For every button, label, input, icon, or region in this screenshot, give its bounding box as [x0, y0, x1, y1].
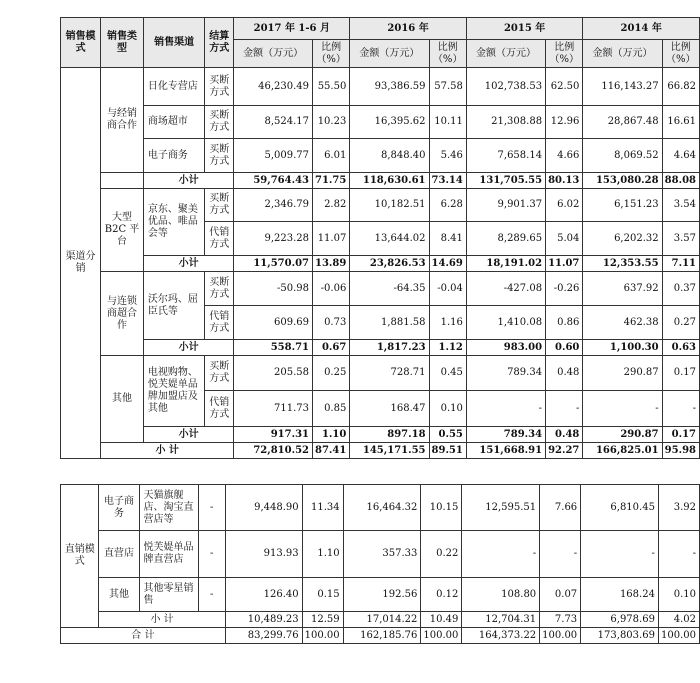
settle-label: 买断方式: [205, 189, 234, 222]
value-cell: 16,395.62: [350, 106, 429, 139]
value-cell: 5,009.77: [234, 139, 313, 173]
subtotal-cell: 153,080.28: [583, 173, 662, 189]
subtotal-cell: 88.08: [662, 173, 699, 189]
value-cell: 66.82: [662, 68, 699, 106]
value-cell: 3.54: [662, 189, 699, 222]
value-cell: 16,464.32: [343, 485, 421, 531]
value-cell: -: [540, 531, 581, 578]
grand-total-cell: 164,373.22: [462, 628, 540, 644]
blank-cell: [101, 173, 144, 189]
subtotal-cell: 7.73: [540, 612, 581, 628]
value-cell: -64.35: [350, 272, 429, 306]
settle-label: -: [198, 578, 225, 612]
value-cell: 10.15: [421, 485, 462, 531]
subtotal-cell: 17,014.22: [343, 612, 421, 628]
value-cell: 0.10: [429, 391, 466, 427]
total-cell: 151,668.91: [466, 443, 545, 459]
value-cell: 2,346.79: [234, 189, 313, 222]
grand-total-cell: 100.00: [540, 628, 581, 644]
value-cell: 609.69: [234, 306, 313, 340]
grand-total-cell: 83,299.76: [225, 628, 302, 644]
value-cell: 6,151.23: [583, 189, 662, 222]
header-ratio: 比例（%）: [429, 40, 466, 68]
value-cell: 8,848.40: [350, 139, 429, 173]
subtotal-cell: 23,826.53: [350, 256, 429, 272]
type-label: 与经销商合作: [101, 68, 144, 173]
value-cell: 0.12: [421, 578, 462, 612]
value-cell: -: [581, 531, 659, 578]
value-cell: 7.66: [540, 485, 581, 531]
channel-label: 京东、聚美优品、唯品会等: [143, 189, 204, 256]
subtotal-cell: 789.34: [466, 427, 545, 443]
settle-label: 代销方式: [205, 306, 234, 340]
value-cell: 7,658.14: [466, 139, 545, 173]
channel-label: 商场超市: [143, 106, 204, 139]
distribution-total-label: 小 计: [101, 443, 234, 459]
channel-label: 天猫旗舰店、淘宝直营店等: [139, 485, 198, 531]
value-cell: 0.10: [658, 578, 699, 612]
grand-total-cell: 100.00: [302, 628, 343, 644]
value-cell: 116,143.27: [583, 68, 662, 106]
header-period: 2015 年: [466, 18, 583, 40]
type-label: 其他: [99, 578, 139, 612]
value-cell: 290.87: [583, 356, 662, 391]
value-cell: 46,230.49: [234, 68, 313, 106]
value-cell: 21,308.88: [466, 106, 545, 139]
value-cell: 57.58: [429, 68, 466, 106]
value-cell: -0.04: [429, 272, 466, 306]
channel-label: 电子商务: [143, 139, 204, 173]
settle-label: 买断方式: [205, 272, 234, 306]
settle-label: 代销方式: [205, 391, 234, 427]
value-cell: 12.96: [546, 106, 583, 139]
grand-total-cell: 100.00: [421, 628, 462, 644]
value-cell: 4.66: [546, 139, 583, 173]
total-cell: 92.27: [546, 443, 583, 459]
value-cell: 462.38: [583, 306, 662, 340]
subtotal-label: 小计: [143, 427, 233, 443]
value-cell: 0.73: [313, 306, 350, 340]
value-cell: -: [658, 531, 699, 578]
value-cell: 168.24: [581, 578, 659, 612]
subtotal-cell: 0.55: [429, 427, 466, 443]
value-cell: 8,524.17: [234, 106, 313, 139]
type-label: 与连锁商超合作: [101, 272, 144, 356]
type-label: 大型 B2C 平台: [101, 189, 144, 272]
value-cell: 9,448.90: [225, 485, 302, 531]
subtotal-cell: 11,570.07: [234, 256, 313, 272]
value-cell: 0.22: [421, 531, 462, 578]
subtotal-cell: 1,817.23: [350, 340, 429, 356]
value-cell: -: [546, 391, 583, 427]
value-cell: 205.58: [234, 356, 313, 391]
total-cell: 87.41: [313, 443, 350, 459]
subtotal-cell: 18,191.02: [466, 256, 545, 272]
value-cell: 93,386.59: [350, 68, 429, 106]
value-cell: 8.41: [429, 222, 466, 256]
value-cell: 6.28: [429, 189, 466, 222]
settle-label: -: [198, 531, 225, 578]
subtotal-label: 小计: [143, 340, 233, 356]
subtotal-label: 小计: [143, 173, 233, 189]
value-cell: -0.26: [546, 272, 583, 306]
value-cell: 8,069.52: [583, 139, 662, 173]
value-cell: 62.50: [546, 68, 583, 106]
header-period: 2014 年: [583, 18, 700, 40]
value-cell: 6.02: [546, 189, 583, 222]
subtotal-cell: 290.87: [583, 427, 662, 443]
distribution-table: [60, 17, 700, 459]
value-cell: 0.85: [313, 391, 350, 427]
total-cell: 72,810.52: [234, 443, 313, 459]
value-cell: -0.06: [313, 272, 350, 306]
subtotal-cell: 917.31: [234, 427, 313, 443]
value-cell: 168.47: [350, 391, 429, 427]
subtotal-cell: 1.10: [313, 427, 350, 443]
subtotal-cell: 118,630.61: [350, 173, 429, 189]
value-cell: 11.34: [302, 485, 343, 531]
grand-total-cell: 173,803.69: [581, 628, 659, 644]
settle-label: 买断方式: [205, 139, 234, 173]
header-ratio: 比例（%）: [662, 40, 699, 68]
value-cell: 13,644.02: [350, 222, 429, 256]
value-cell: 1,881.58: [350, 306, 429, 340]
type-label: 电子商务: [99, 485, 139, 531]
total-cell: 166,825.01: [583, 443, 662, 459]
value-cell: 108.80: [462, 578, 540, 612]
value-cell: 2.82: [313, 189, 350, 222]
value-cell: 0.15: [302, 578, 343, 612]
value-cell: -: [662, 391, 699, 427]
subtotal-cell: 897.18: [350, 427, 429, 443]
value-cell: 10.11: [429, 106, 466, 139]
value-cell: 3.92: [658, 485, 699, 531]
header-amount: 金额（万元）: [350, 40, 429, 68]
value-cell: 4.64: [662, 139, 699, 173]
value-cell: 789.34: [466, 356, 545, 391]
subtotal-cell: 4.02: [658, 612, 699, 628]
header-settle: 结算方式: [205, 18, 234, 68]
value-cell: 28,867.48: [583, 106, 662, 139]
value-cell: 1,410.08: [466, 306, 545, 340]
mode-direct: 直销模式: [61, 485, 99, 628]
channel-label: 悦芙媞单品牌直营店: [139, 531, 198, 578]
subtotal-cell: 73.14: [429, 173, 466, 189]
subtotal-cell: 11.07: [546, 256, 583, 272]
channel-label: 日化专营店: [143, 68, 204, 106]
subtotal-cell: 7.11: [662, 256, 699, 272]
header-ratio: 比例（%）: [546, 40, 583, 68]
direct-subtotal-label: 小 计: [99, 612, 225, 628]
value-cell: 192.56: [343, 578, 421, 612]
channel-label: 电视购物、悦芙媞单品牌加盟店及其他: [143, 356, 204, 427]
value-cell: 102,738.53: [466, 68, 545, 106]
header-mode: 销售模式: [61, 18, 101, 68]
value-cell: 5.46: [429, 139, 466, 173]
subtotal-cell: 14.69: [429, 256, 466, 272]
value-cell: 8,289.65: [466, 222, 545, 256]
total-cell: 95.98: [662, 443, 699, 459]
subtotal-cell: 12.59: [302, 612, 343, 628]
subtotal-cell: 0.60: [546, 340, 583, 356]
value-cell: 0.25: [313, 356, 350, 391]
direct-sales-table: [60, 484, 700, 644]
subtotal-cell: 13.89: [313, 256, 350, 272]
mode-distribution: 渠道分销: [61, 68, 101, 459]
header-period: 2016 年: [350, 18, 467, 40]
settle-label: -: [198, 485, 225, 531]
value-cell: 9,223.28: [234, 222, 313, 256]
value-cell: 0.27: [662, 306, 699, 340]
value-cell: -427.08: [466, 272, 545, 306]
subtotal-cell: 6,978.69: [581, 612, 659, 628]
subtotal-cell: 1.12: [429, 340, 466, 356]
header-ratio: 比例（%）: [313, 40, 350, 68]
header-period: 2017 年 1-6 月: [234, 18, 350, 40]
value-cell: 1.10: [302, 531, 343, 578]
value-cell: 10,182.51: [350, 189, 429, 222]
value-cell: 357.33: [343, 531, 421, 578]
subtotal-cell: 12,353.55: [583, 256, 662, 272]
value-cell: 6,810.45: [581, 485, 659, 531]
channel-label: 沃尔玛、屈臣氏等: [143, 272, 204, 340]
subtotal-cell: 80.13: [546, 173, 583, 189]
grand-total-cell: 100.00: [658, 628, 699, 644]
value-cell: 3.57: [662, 222, 699, 256]
value-cell: 0.45: [429, 356, 466, 391]
subtotal-cell: 10.49: [421, 612, 462, 628]
header-amount: 金额（万元）: [583, 40, 662, 68]
settle-label: 代销方式: [205, 222, 234, 256]
subtotal-cell: 59,764.43: [234, 173, 313, 189]
grand-total-label: 合 计: [61, 628, 226, 644]
subtotal-label: 小计: [143, 256, 233, 272]
total-cell: 145,171.55: [350, 443, 429, 459]
header-amount: 金额（万元）: [466, 40, 545, 68]
value-cell: 1.16: [429, 306, 466, 340]
value-cell: 11.07: [313, 222, 350, 256]
subtotal-cell: 71.75: [313, 173, 350, 189]
value-cell: 5.04: [546, 222, 583, 256]
header-channel: 销售渠道: [143, 18, 204, 68]
subtotal-cell: 0.63: [662, 340, 699, 356]
value-cell: 126.40: [225, 578, 302, 612]
value-cell: -: [466, 391, 545, 427]
subtotal-cell: 558.71: [234, 340, 313, 356]
channel-label: 其他零星销售: [139, 578, 198, 612]
value-cell: 0.37: [662, 272, 699, 306]
value-cell: 12,595.51: [462, 485, 540, 531]
subtotal-cell: 131,705.55: [466, 173, 545, 189]
subtotal-cell: 10,489.23: [225, 612, 302, 628]
value-cell: 55.50: [313, 68, 350, 106]
header-amount: 金额（万元）: [234, 40, 313, 68]
type-label: 直营店: [99, 531, 139, 578]
value-cell: 6.01: [313, 139, 350, 173]
subtotal-cell: 983.00: [466, 340, 545, 356]
value-cell: 16.61: [662, 106, 699, 139]
value-cell: 6,202.32: [583, 222, 662, 256]
subtotal-cell: 12,704.31: [462, 612, 540, 628]
value-cell: 728.71: [350, 356, 429, 391]
grand-total-cell: 162,185.76: [343, 628, 421, 644]
value-cell: 711.73: [234, 391, 313, 427]
subtotal-cell: 1,100.30: [583, 340, 662, 356]
subtotal-cell: 0.48: [546, 427, 583, 443]
subtotal-cell: 0.17: [662, 427, 699, 443]
value-cell: -50.98: [234, 272, 313, 306]
header-type: 销售类型: [101, 18, 144, 68]
settle-label: 买断方式: [205, 106, 234, 139]
value-cell: 10.23: [313, 106, 350, 139]
value-cell: 0.07: [540, 578, 581, 612]
value-cell: 637.92: [583, 272, 662, 306]
type-label: 其他: [101, 356, 144, 443]
value-cell: 0.17: [662, 356, 699, 391]
value-cell: 9,901.37: [466, 189, 545, 222]
value-cell: -: [583, 391, 662, 427]
value-cell: 0.48: [546, 356, 583, 391]
settle-label: 买断方式: [205, 68, 234, 106]
value-cell: 913.93: [225, 531, 302, 578]
total-cell: 89.51: [429, 443, 466, 459]
value-cell: 0.86: [546, 306, 583, 340]
settle-label: 买断方式: [205, 356, 234, 391]
subtotal-cell: 0.67: [313, 340, 350, 356]
value-cell: -: [462, 531, 540, 578]
